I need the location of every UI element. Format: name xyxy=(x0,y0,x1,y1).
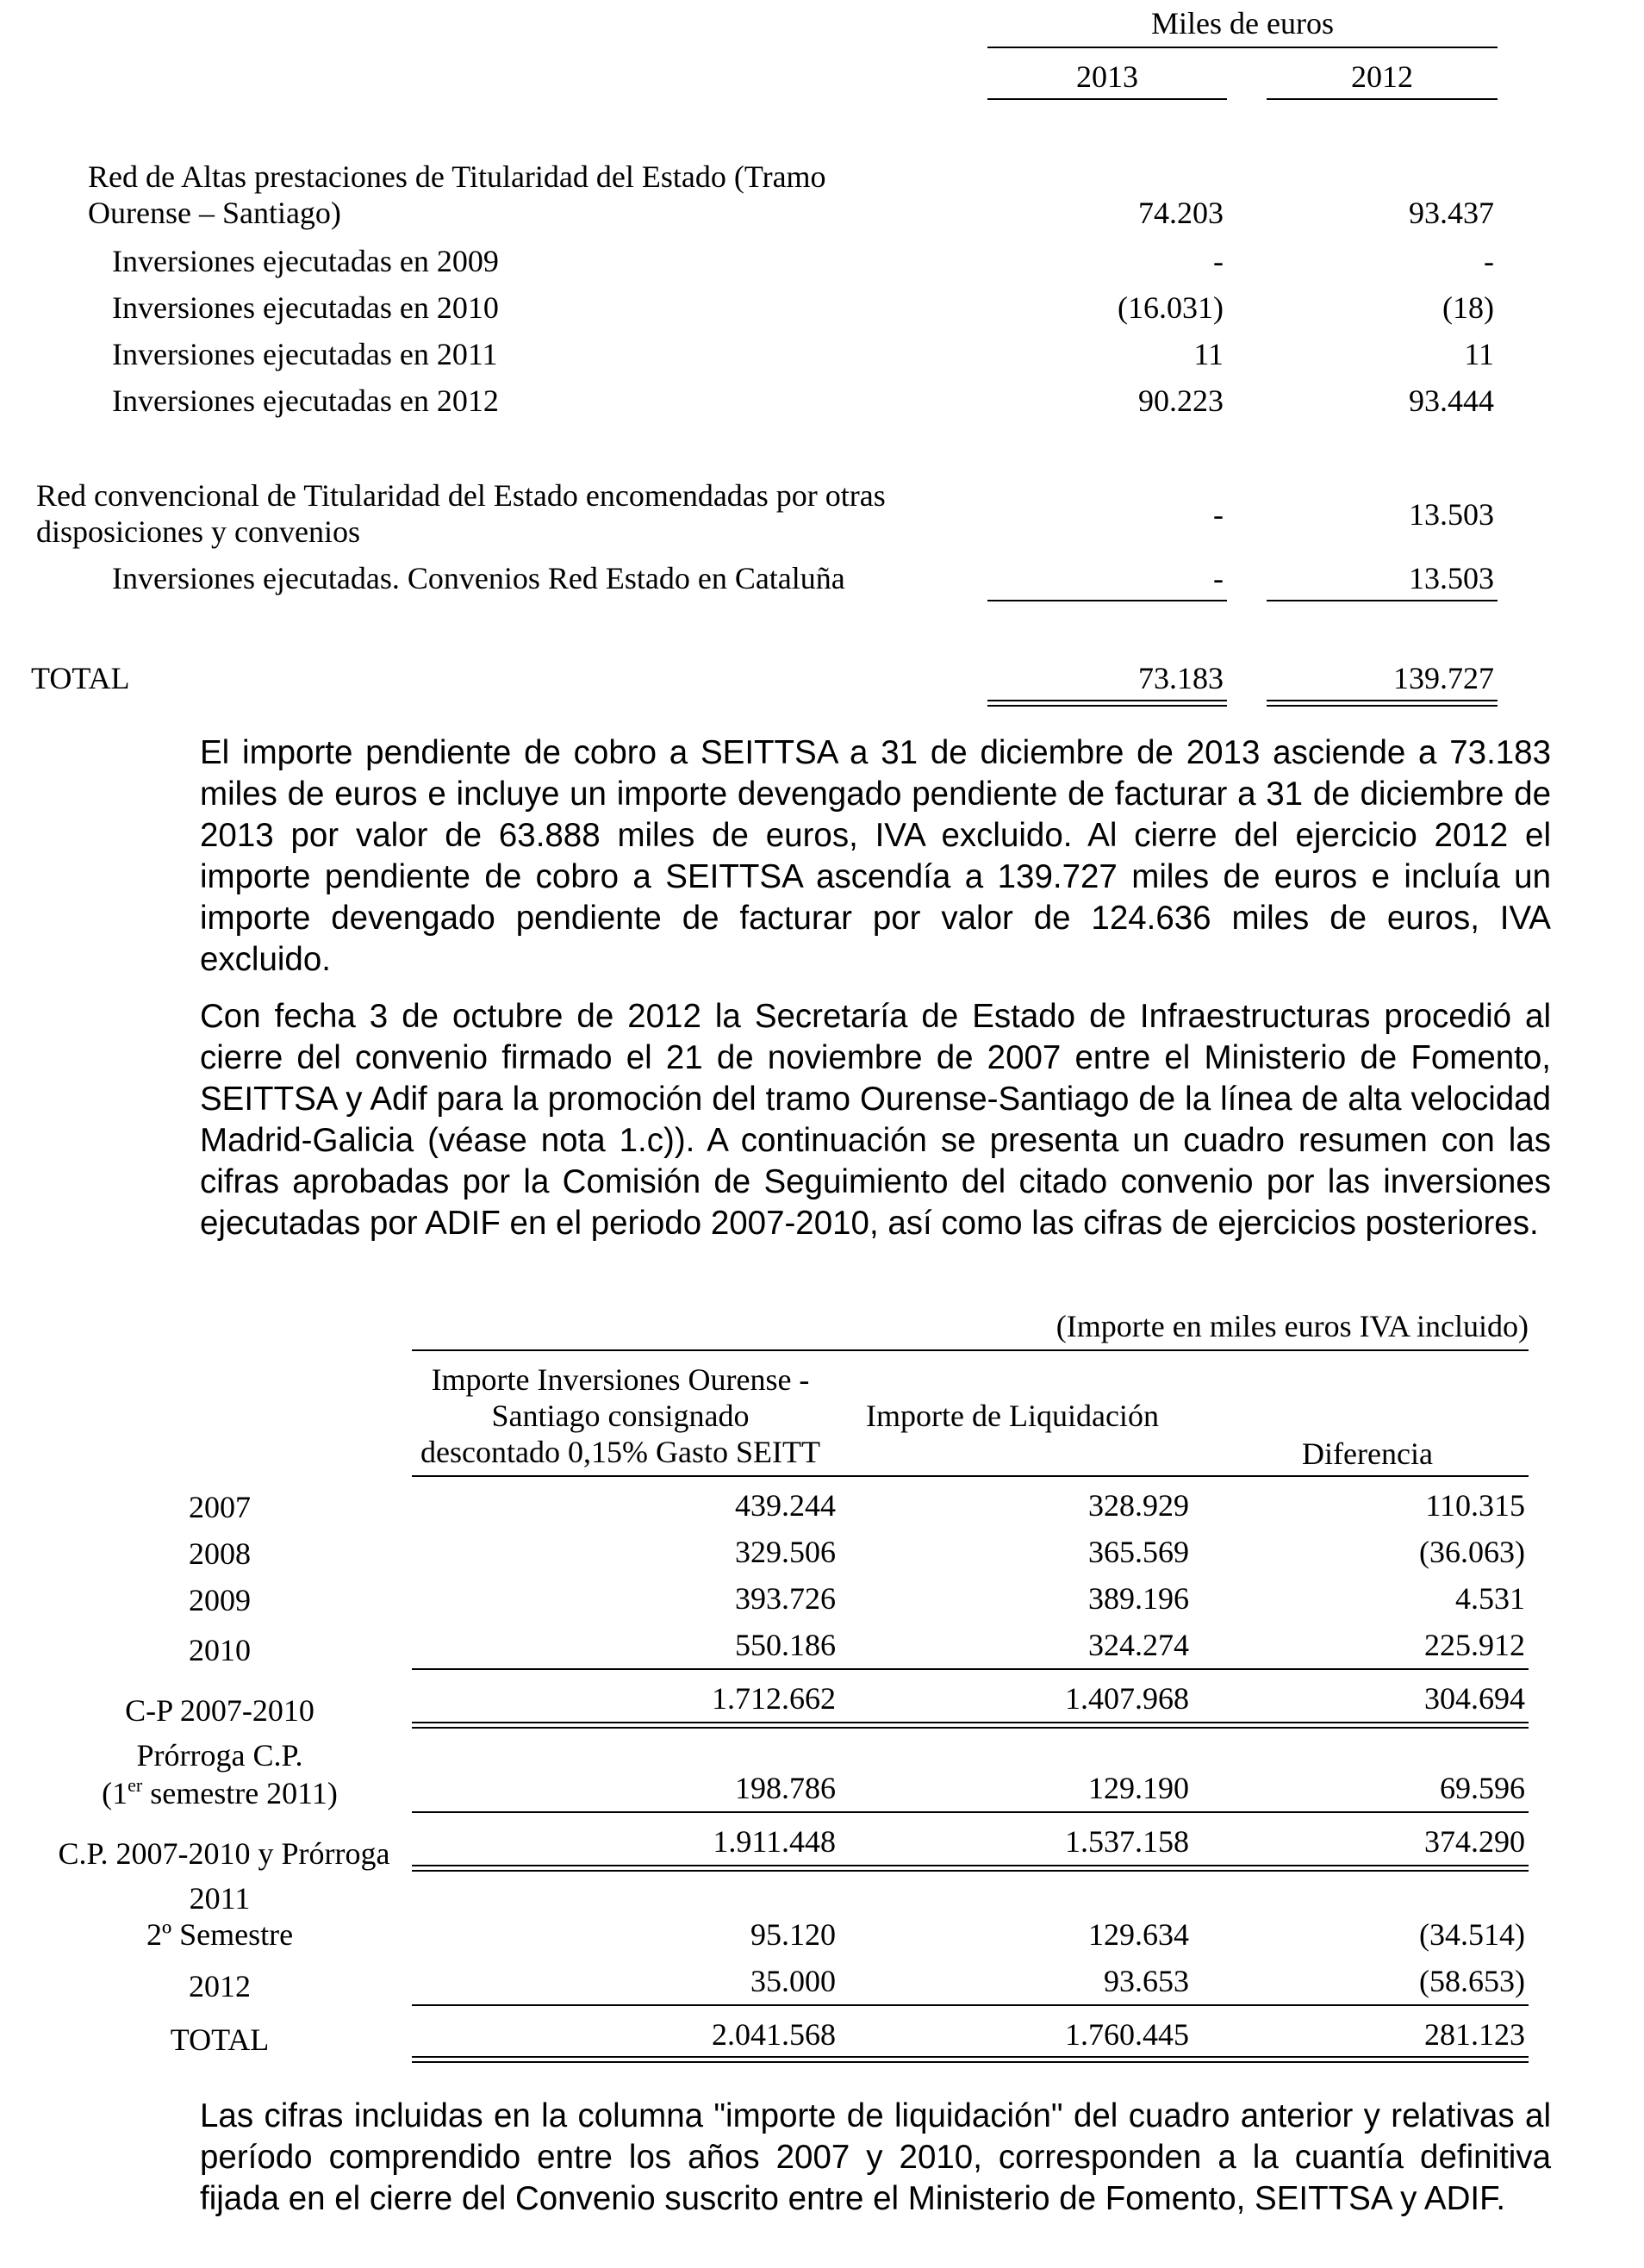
divider xyxy=(987,47,1498,48)
table-cell: (34.514) xyxy=(1419,1917,1525,1952)
table-cell: 1.407.968 xyxy=(1065,1681,1189,1716)
table1-col-2012: 2012 xyxy=(1351,59,1413,94)
table-cell: - xyxy=(1213,497,1224,532)
table-cell: 11 xyxy=(1464,337,1494,371)
table-cell: 324.274 xyxy=(1088,1628,1189,1662)
table-cell: 2.041.568 xyxy=(712,2017,836,2052)
table-row-label: 2009 xyxy=(189,1583,251,1617)
table-row-label: disposiciones y convenios xyxy=(36,514,360,549)
table-cell: 304.694 xyxy=(1424,1681,1525,1716)
table-cell: (36.063) xyxy=(1419,1535,1525,1569)
table-cell: 90.223 xyxy=(1138,383,1224,418)
double-divider xyxy=(412,2056,1529,2063)
table-cell: - xyxy=(1484,244,1494,278)
divider xyxy=(412,1349,1529,1351)
table-row-label: 2º Semestre xyxy=(146,1917,294,1952)
table1-unit-header: Miles de euros xyxy=(1151,6,1334,40)
table-cell: - xyxy=(1213,561,1224,595)
divider xyxy=(1267,600,1498,601)
table-cell: (58.653) xyxy=(1419,1964,1525,1998)
table-row-label: Prórroga C.P. xyxy=(136,1738,303,1773)
table-row-label: Inversiones ejecutadas en 2012 xyxy=(112,383,499,418)
table-cell: (18) xyxy=(1442,290,1494,325)
table-cell: 129.190 xyxy=(1088,1771,1189,1805)
table-cell: 365.569 xyxy=(1088,1535,1189,1569)
table-cell: 198.786 xyxy=(735,1771,836,1805)
table-row-label: 2010 xyxy=(189,1633,251,1667)
table-row-label: Red de Altas prestaciones de Titularidad del Estado (Tramo xyxy=(88,159,826,194)
table-cell: 95.120 xyxy=(750,1917,836,1952)
table-row-label: 2007 xyxy=(189,1490,251,1524)
paragraph-3: Las cifras incluidas en la columna "importe de liquidación" del cuadro anterior y relativas al período comprendido entre los años 2007 y 2010, corresponden a la cuantía definitiva fijada en el cierre del Convenio suscrito entre el Ministerio de Fomento, SEITTSA y ADIF. xyxy=(200,2097,1551,2217)
table-cell: 1.760.445 xyxy=(1065,2017,1189,2052)
table-row-label: C-P 2007-2010 xyxy=(125,1693,314,1728)
table-row-label: (1er semestre 2011) xyxy=(102,1774,338,1810)
double-divider xyxy=(412,1722,1529,1729)
table-cell: - xyxy=(1213,244,1224,278)
double-divider xyxy=(1267,700,1498,707)
table-row-label: Inversiones ejecutadas. Convenios Red Estado en Cataluña xyxy=(112,561,845,595)
divider xyxy=(412,2004,1529,2006)
table-cell: 374.290 xyxy=(1424,1824,1525,1859)
divider xyxy=(412,1668,1529,1670)
table-cell: 393.726 xyxy=(735,1581,836,1616)
table-cell: 69.596 xyxy=(1440,1771,1525,1805)
table2-col1-header: Importe Inversiones Ourense - xyxy=(431,1362,810,1397)
table2-unit-header: (Importe en miles euros IVA incluido) xyxy=(1056,1309,1529,1343)
divider xyxy=(987,98,1227,100)
table-cell: 93.653 xyxy=(1104,1964,1189,1998)
table-row-label: Ourense – Santiago) xyxy=(88,196,341,230)
table-cell: 389.196 xyxy=(1088,1581,1189,1616)
table-row-label: 2008 xyxy=(189,1536,251,1571)
table-cell: 11 xyxy=(1193,337,1224,371)
table-cell: 93.437 xyxy=(1409,196,1494,230)
table-row-label: 2012 xyxy=(189,1969,251,2003)
table-cell: 13.503 xyxy=(1409,497,1494,532)
table1-total-2012: 139.727 xyxy=(1393,661,1494,695)
table-cell: 1.911.448 xyxy=(713,1824,836,1859)
table1-total-2013: 73.183 xyxy=(1138,661,1224,695)
divider xyxy=(987,600,1227,601)
table1-total-label: TOTAL xyxy=(31,661,130,695)
table-cell: 74.203 xyxy=(1138,196,1224,230)
paragraph-2: Con fecha 3 de octubre de 2012 la Secretaría de Estado de Infraestructuras procedió al cierre del convenio firmado el 21 de noviembre de 2007 entre el Ministerio de Fomento, SEITTSA y Adif para la promoción del tramo Ourense-Santiago de la línea de alta velocidad Madrid-Galicia (véase nota 1.c)). A continuación se presenta un cuadro resumen con las cifras aprobadas por la Comisión de Seguimiento del citado convenio por las inversiones ejecutadas por ADIF en el periodo 2007-2010, así como las cifras de ejercicios posteriores. xyxy=(200,998,1551,1242)
table-cell: 129.634 xyxy=(1088,1917,1189,1952)
table-cell: 4.531 xyxy=(1455,1581,1525,1616)
table-cell: 1.712.662 xyxy=(712,1681,836,1716)
divider xyxy=(412,1475,1529,1477)
table-cell: 1.537.158 xyxy=(1065,1824,1189,1859)
table-row-label: 2011 xyxy=(189,1881,251,1916)
table-row-label: Inversiones ejecutadas en 2009 xyxy=(112,244,499,278)
table-cell: 93.444 xyxy=(1409,383,1494,418)
table-cell: 13.503 xyxy=(1409,561,1494,595)
table-cell: 328.929 xyxy=(1088,1488,1189,1523)
double-divider xyxy=(987,700,1227,707)
divider xyxy=(1267,98,1498,100)
paragraph-1: El importe pendiente de cobro a SEITTSA a 31 de diciembre de 2013 asciende a 73.183 miles de euros e incluye un importe devengado pendiente de facturar a 31 de diciembre de 2013 por valor de 63.888 miles de euros, IVA excluido. Al cierre del ejercicio 2012 el importe pendiente de cobro a SEITTSA ascendía a 139.727 miles de euros e incluía un importe devengado pendiente de facturar por valor de 124.636 miles de euros, IVA excluido. xyxy=(200,734,1551,978)
table-row-label: Inversiones ejecutadas en 2011 xyxy=(112,337,498,371)
table-cell: 281.123 xyxy=(1424,2017,1525,2052)
table-cell: 550.186 xyxy=(735,1628,836,1662)
table2-col3-header: Diferencia xyxy=(1302,1436,1433,1471)
table1-col-2013: 2013 xyxy=(1076,59,1138,94)
table-cell: 329.506 xyxy=(735,1535,836,1569)
table-row-label: Inversiones ejecutadas en 2010 xyxy=(112,290,499,325)
table2-col1-header: Santiago consignado xyxy=(491,1399,750,1433)
table2-total-label: TOTAL xyxy=(170,2022,270,2057)
divider xyxy=(412,1811,1529,1813)
table-cell: (16.031) xyxy=(1118,290,1224,325)
table-row-label: C.P. 2007-2010 y Prórroga xyxy=(58,1836,390,1871)
table2-col1-header: descontado 0,15% Gasto SEITT xyxy=(420,1435,820,1469)
table-cell: 35.000 xyxy=(750,1964,836,1998)
table-row-label: Red convencional de Titularidad del Estado encomendadas por otras xyxy=(36,478,886,513)
table-cell: 439.244 xyxy=(735,1488,836,1523)
table2-col2-header: Importe de Liquidación xyxy=(866,1399,1159,1433)
double-divider xyxy=(412,1865,1529,1872)
table-cell: 225.912 xyxy=(1424,1628,1525,1662)
table-cell: 110.315 xyxy=(1425,1488,1525,1523)
